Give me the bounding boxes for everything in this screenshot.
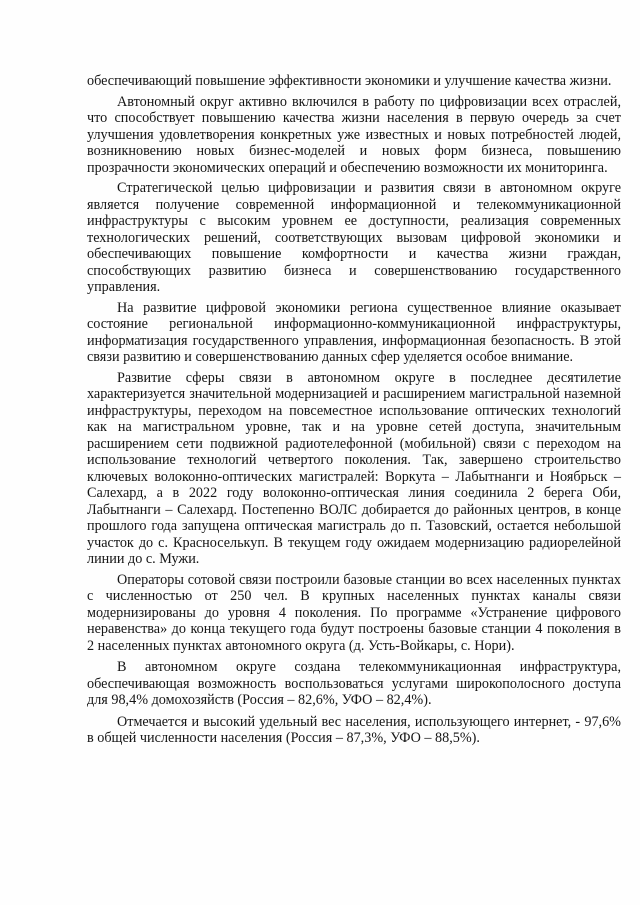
paragraph-1: обеспечивающий повышение эффективности экономики и улучшение качества жизни. [87,73,612,89]
paragraph-8: Отмечается и высокий удельный вес населения, использующего интернет, - 97,6% в общей численности населения (Россия – 87,3%, УФО – 88,5%). [87,713,621,746]
paragraph-5: Развитие сферы связи в автономном округе в последнее десятилетие характеризуется значительной модернизацией и расширением магистральной наземной инфраструктуры, переходом на повсеместное использование оптических технологий как на магистральном уровне, так и на уровне сетей доступа, значительным расширением сети подвижной радиотелефонной (мобильной) связи с переходом на использование технологий четвертого поколения. Так, завершено строительство ключевых волоконно-оптических магистралей: Воркута – Лабытнанги и Ноябрьск – Салехард, а в 2022 году волоконно-оптическая линия соединила 2 берега Оби, Лабытнанги – Салехард. Постепенно ВОЛС добирается до районных центров, в конце прошлого года запущена оптическая магистраль до п. Тазовский, остается небольшой участок до с. Красноселькуп. В текущем году ожидаем модернизацию радиорелейной линии до с. Мужи. [87,369,621,567]
document-body [87,73,621,747]
paragraph-7: В автономном округе создана телекоммуникационная инфраструктура, обеспечивающая возможность воспользоваться услугами широкополосного доступа для 98,4% домохозяйств (Россия – 82,6%, УФО – 82,4%). [87,659,621,708]
paragraph-3: Стратегической целью цифровизации и развития связи в автономном округе является получение современной информационной и телекоммуникационной инфраструктуры с высоким уровнем ее доступности, реализация современных технологических решений, соответствующих вызовам цифровой экономики и обеспечивающих повышение комфортности и качества жизни граждан, способствующих развитию бизнеса и совершенствованию государственного управления. [87,180,621,295]
paragraph-4: На развитие цифровой экономики региона существенное влияние оказывает состояние региональной информационно-коммуникационной инфраструктуры, информатизация государственного управления, информационная безопасность. В этой связи развитию и совершенствованию данных сфер уделяется особое внимание. [87,299,621,365]
paragraph-2: Автономный округ активно включился в работу по цифровизации всех отраслей, что способствует повышению качества жизни населения в первую очередь за счет улучшения удовлетворения конкретных уже известных и новых потребностей людей, возникновению новых бизнес-моделей и новых форм бизнеса, повышению прозрачности экономических операций и обеспечению возможности их мониторинга. [87,93,621,176]
paragraph-6: Операторы сотовой связи построили базовые станции во всех населенных пунктах с численностью от 250 чел. В крупных населенных пунктах каналы связи модернизированы до уровня 4 поколения. По программе «Устранение цифрового неравенства» до конца текущего года будут построены базовые станции 4 поколения в 2 населенных пунктах автономного округа (д. Усть-Войкары, с. Нори). [87,571,621,654]
